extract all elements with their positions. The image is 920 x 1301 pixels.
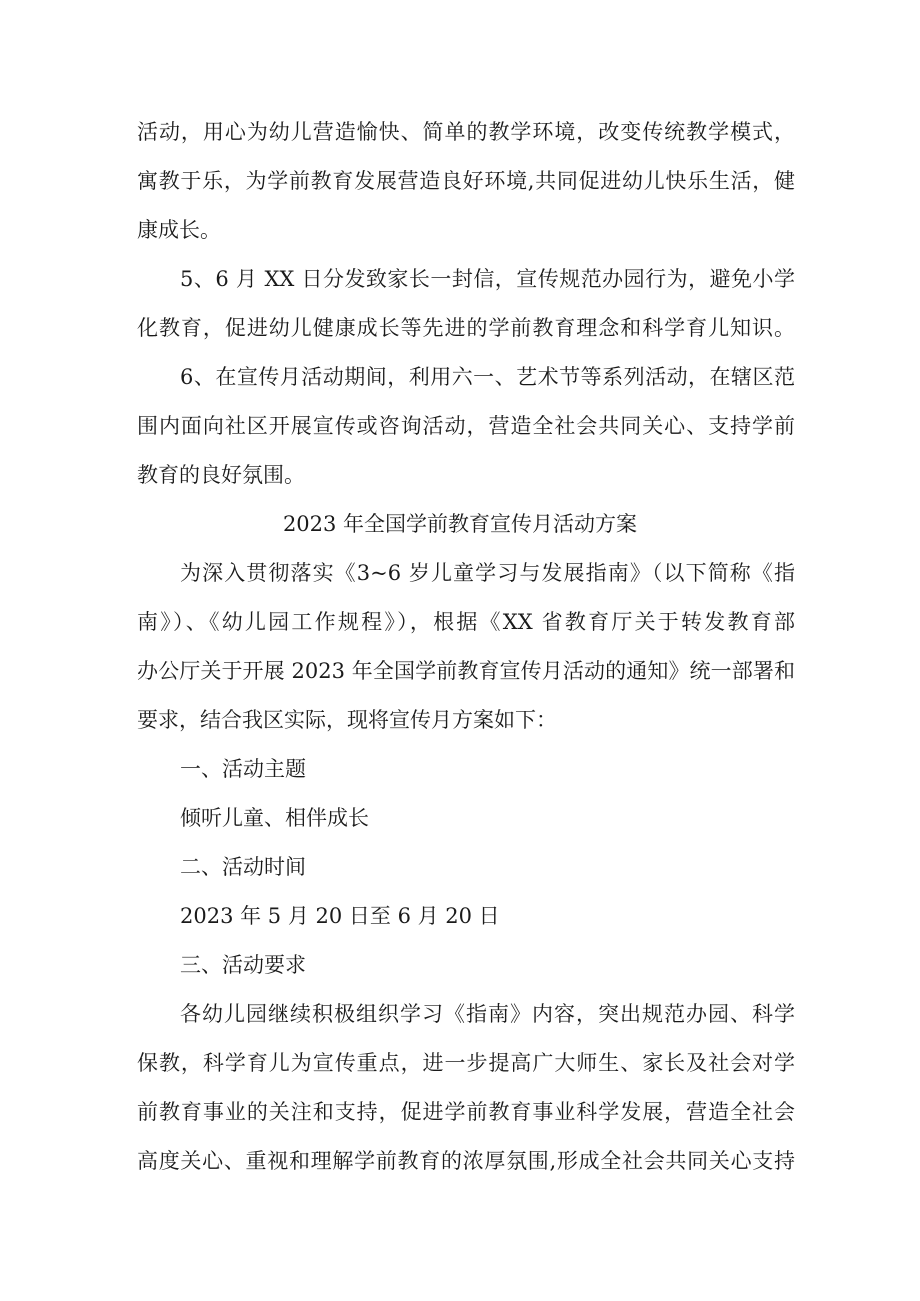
paragraph-line: 办公厅关于开展 2023 年全国学前教育宣传月活动的通知》统一部署和 [137,659,795,683]
paragraph-line: 为深入贯彻落实《3~6 岁儿童学习与发展指南》（以下简称《指 [180,561,795,585]
paragraph-line: 寓教于乐，为学前教育发展营造良好环境,共同促进幼儿快乐生活，健 [137,169,795,193]
activity-time-text: 2023 年 5 月 20 日至 6 月 20 日 [180,904,500,928]
paragraph-line: 化教育，促进幼儿健康成长等先进的学前教育理念和科学育儿知识。 [137,316,795,340]
paragraph-line: 6、在宣传月活动期间，利用六一、艺术节等系列活动，在辖区范 [180,365,795,389]
heading-activity-time: 二、活动时间 [180,855,306,879]
paragraph-line: 康成长。 [137,218,221,242]
paragraph-line: 5、6 月 XX 日分发致家长一封信，宣传规范办园行为，避免小学 [180,267,795,291]
paragraph-line: 各幼儿园继续积极组织学习《指南》内容，突出规范办园、科学 [180,1002,795,1026]
paragraph-line: 南》）、《幼儿园工作规程》），根据《XX 省教育厅关于转发教育部 [137,610,795,634]
heading-activity-requirements: 三、活动要求 [180,953,306,977]
section-title: 2023 年全国学前教育宣传月活动方案 [282,512,638,536]
paragraph-line: 高度关心、重视和理解学前教育的浓厚氛围,形成全社会共同关心支持 [137,1149,795,1173]
heading-activity-theme: 一、活动主题 [180,757,306,781]
paragraph-line: 要求，结合我区实际，现将宣传月方案如下： [137,708,557,732]
paragraph-line: 围内面向社区开展宣传或咨询活动，营造全社会共同关心、支持学前 [137,414,795,438]
activity-theme-text: 倾听儿童、相伴成长 [180,806,369,830]
paragraph-line: 教育的良好氛围。 [137,463,305,487]
paragraph-line: 活动，用心为幼儿营造愉快、简单的教学环境，改变传统教学模式， [137,120,795,144]
paragraph-line: 前教育事业的关注和支持，促进学前教育事业科学发展，营造全社会 [137,1100,795,1124]
paragraph-line: 保教，科学育儿为宣传重点，进一步提高广大师生、家长及社会对学 [137,1051,795,1075]
